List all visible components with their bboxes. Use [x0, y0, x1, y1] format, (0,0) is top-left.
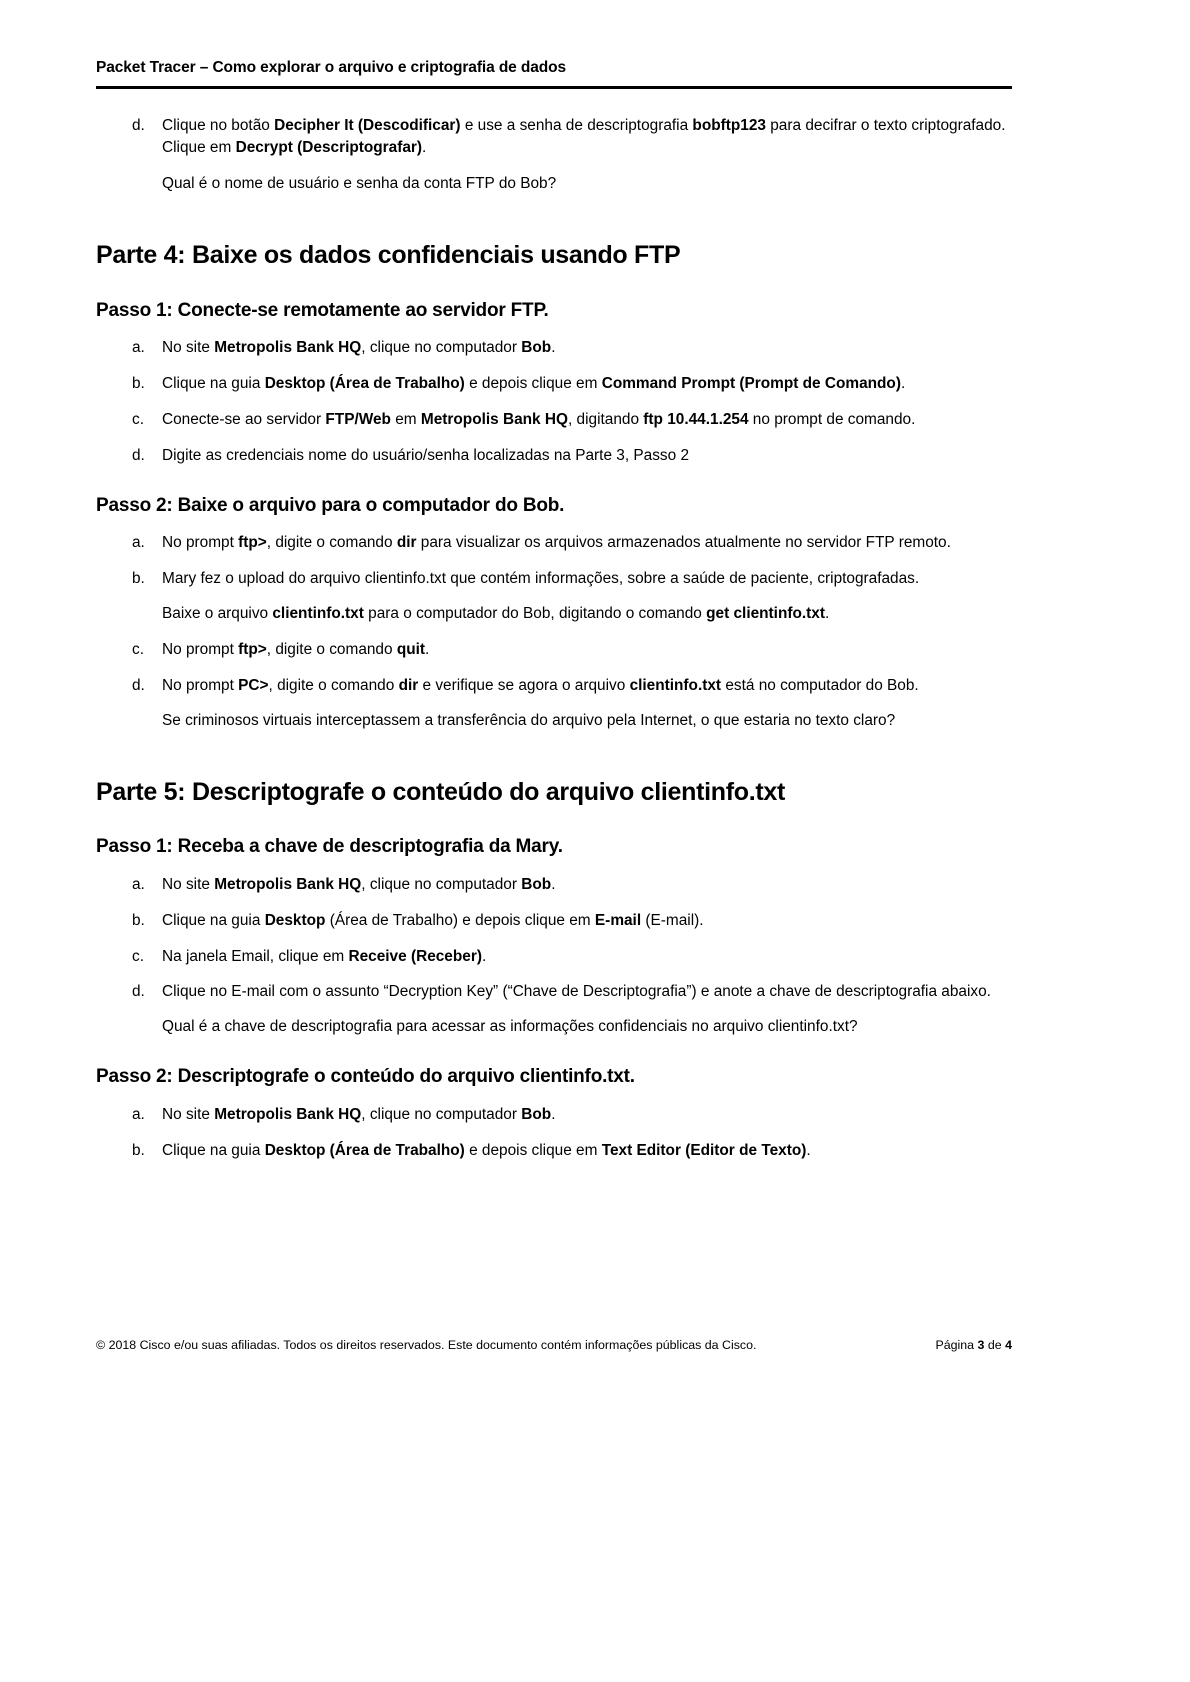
list-item-subparagraph: Qual é a chave de descriptografia para acessar as informações confidenciais no arquivo clientinfo.txt? — [162, 1018, 858, 1036]
footer-page-total: 4 — [1005, 1338, 1012, 1352]
list-item-text: Clique no E-mail com o assunto “Decryption Key” (“Chave de Descriptografia”) e anote a chave de descriptografia abaixo. — [162, 983, 991, 1001]
part-title: Parte 5: Descriptografe o conteúdo do arquivo clientinfo.txt — [96, 777, 786, 806]
footer-copyright: © 2018 Cisco e/ou suas afiliadas. Todos os direitos reservados. Este documento contém informações públicas da Cisco. — [96, 1338, 757, 1352]
step-item-list — [96, 532, 1012, 731]
list-item-text: No site Metropolis Bank HQ, clique no computador Bob. — [162, 339, 556, 357]
step-item-list — [96, 874, 1012, 1038]
list-item — [96, 409, 1012, 431]
footer-page-label: Página — [935, 1338, 975, 1352]
footer-page-of: de — [987, 1338, 1002, 1352]
list-item — [96, 1140, 1012, 1162]
list-item-text: No prompt PC>, digite o comando dir e verifique se agora o arquivo clientinfo.txt está no computador do Bob. — [162, 676, 919, 694]
running-header: Packet Tracer – Como explorar o arquivo e criptografia de dados — [96, 58, 1012, 89]
list-item — [96, 373, 1012, 395]
list-item-text: Clique na guia Desktop (Área de Trabalho) e depois clique em Text Editor (Editor de Texto). — [162, 1141, 811, 1159]
list-item-text: No site Metropolis Bank HQ, clique no computador Bob. — [162, 875, 556, 893]
list-item-marker: c. — [132, 410, 144, 428]
list-item-marker: a. — [132, 875, 145, 893]
intro-question: Qual é o nome de usuário e senha da conta FTP do Bob? — [162, 175, 557, 193]
list-item — [96, 445, 1012, 467]
list-item — [96, 532, 1012, 554]
footer-page-current: 3 — [977, 1338, 985, 1352]
page-footer — [96, 1337, 1012, 1354]
list-item-text: Clique na guia Desktop (Área de Trabalho) e depois clique em E-mail (E-mail). — [162, 911, 704, 929]
list-item — [96, 874, 1012, 896]
step-title: Passo 1: Receba a chave de descriptografia da Mary. — [96, 836, 563, 858]
list-item-subparagraph: Se criminosos virtuais interceptassem a transferência do arquivo pela Internet, o que estaria no texto claro? — [162, 711, 896, 729]
list-item-marker: c. — [132, 641, 144, 658]
step-title: Passo 2: Descriptografe o conteúdo do arquivo clientinfo.txt. — [96, 1066, 635, 1088]
step-section — [96, 494, 1012, 732]
step-item-list — [96, 1104, 1012, 1162]
footer-page-number — [935, 1337, 1012, 1354]
step-title: Passo 1: Conecte-se remotamente ao servidor FTP. — [96, 299, 549, 321]
list-item-marker: a. — [132, 534, 145, 552]
step-section — [96, 835, 1012, 1038]
step-section — [96, 1065, 1012, 1161]
list-item-marker: d. — [132, 983, 145, 1001]
list-item-marker: d. — [132, 676, 145, 694]
part-section — [96, 239, 1012, 732]
list-item — [96, 115, 1012, 159]
list-item-text: Conecte-se ao servidor FTP/Web em Metropolis Bank HQ, digitando ftp 10.44.1.254 no prompt de comando. — [162, 410, 916, 428]
list-item-text: Digite as credenciais nome do usuário/senha localizadas na Parte 3, Passo 2 — [162, 446, 690, 464]
list-item-text: No site Metropolis Bank HQ, clique no computador Bob. — [162, 1105, 556, 1123]
list-item — [96, 675, 1012, 732]
step-item-list — [96, 337, 1012, 467]
step-section — [96, 299, 1012, 467]
list-item — [96, 910, 1012, 932]
list-item-text: Clique na guia Desktop (Área de Trabalho) e depois clique em Command Prompt (Prompt de Comando). — [162, 375, 906, 393]
step-title: Passo 2: Baixe o arquivo para o computador do Bob. — [96, 494, 565, 516]
list-item-marker: a. — [132, 339, 145, 357]
list-item-text: Na janela Email, clique em Receive (Receber). — [162, 947, 487, 965]
list-item — [96, 1104, 1012, 1126]
list-item — [96, 337, 1012, 359]
list-item-marker: c. — [132, 947, 144, 965]
list-item-text: No prompt ftp>, digite o comando quit. — [162, 641, 430, 658]
list-item-marker: a. — [132, 1105, 145, 1123]
list-item-text: Mary fez o upload do arquivo clientinfo.txt que contém informações, sobre a saúde de paciente, criptografadas. — [162, 570, 920, 588]
list-item-subparagraph: Baixe o arquivo clientinfo.txt para o computador do Bob, digitando o comando get clientinfo.txt. — [162, 605, 830, 623]
list-item-marker: b. — [132, 570, 145, 588]
list-item — [96, 946, 1012, 968]
list-item — [96, 981, 1012, 1038]
list-item-text: No prompt ftp>, digite o comando dir para visualizar os arquivos armazenados atualmente no servidor FTP remoto. — [162, 534, 951, 552]
parts-container — [96, 239, 1012, 1162]
list-item — [96, 639, 1012, 661]
list-item-marker: b. — [132, 1141, 145, 1159]
list-item-marker: b. — [132, 375, 145, 393]
part-title: Parte 4: Baixe os dados confidenciais usando FTP — [96, 241, 681, 269]
intro-item-list — [96, 115, 1012, 159]
list-item-marker: d. — [132, 117, 145, 135]
part-section — [96, 776, 1012, 1162]
page-content — [96, 58, 1012, 1162]
list-item-marker: d. — [132, 446, 145, 464]
list-item — [96, 568, 1012, 625]
list-item-marker: b. — [132, 911, 145, 929]
list-item-text: Clique no botão Decipher It (Descodificar) e use a senha de descriptografia bobftp123 para decifrar o texto criptografado. Clique em Decrypt (Descriptografar). — [162, 117, 1006, 157]
